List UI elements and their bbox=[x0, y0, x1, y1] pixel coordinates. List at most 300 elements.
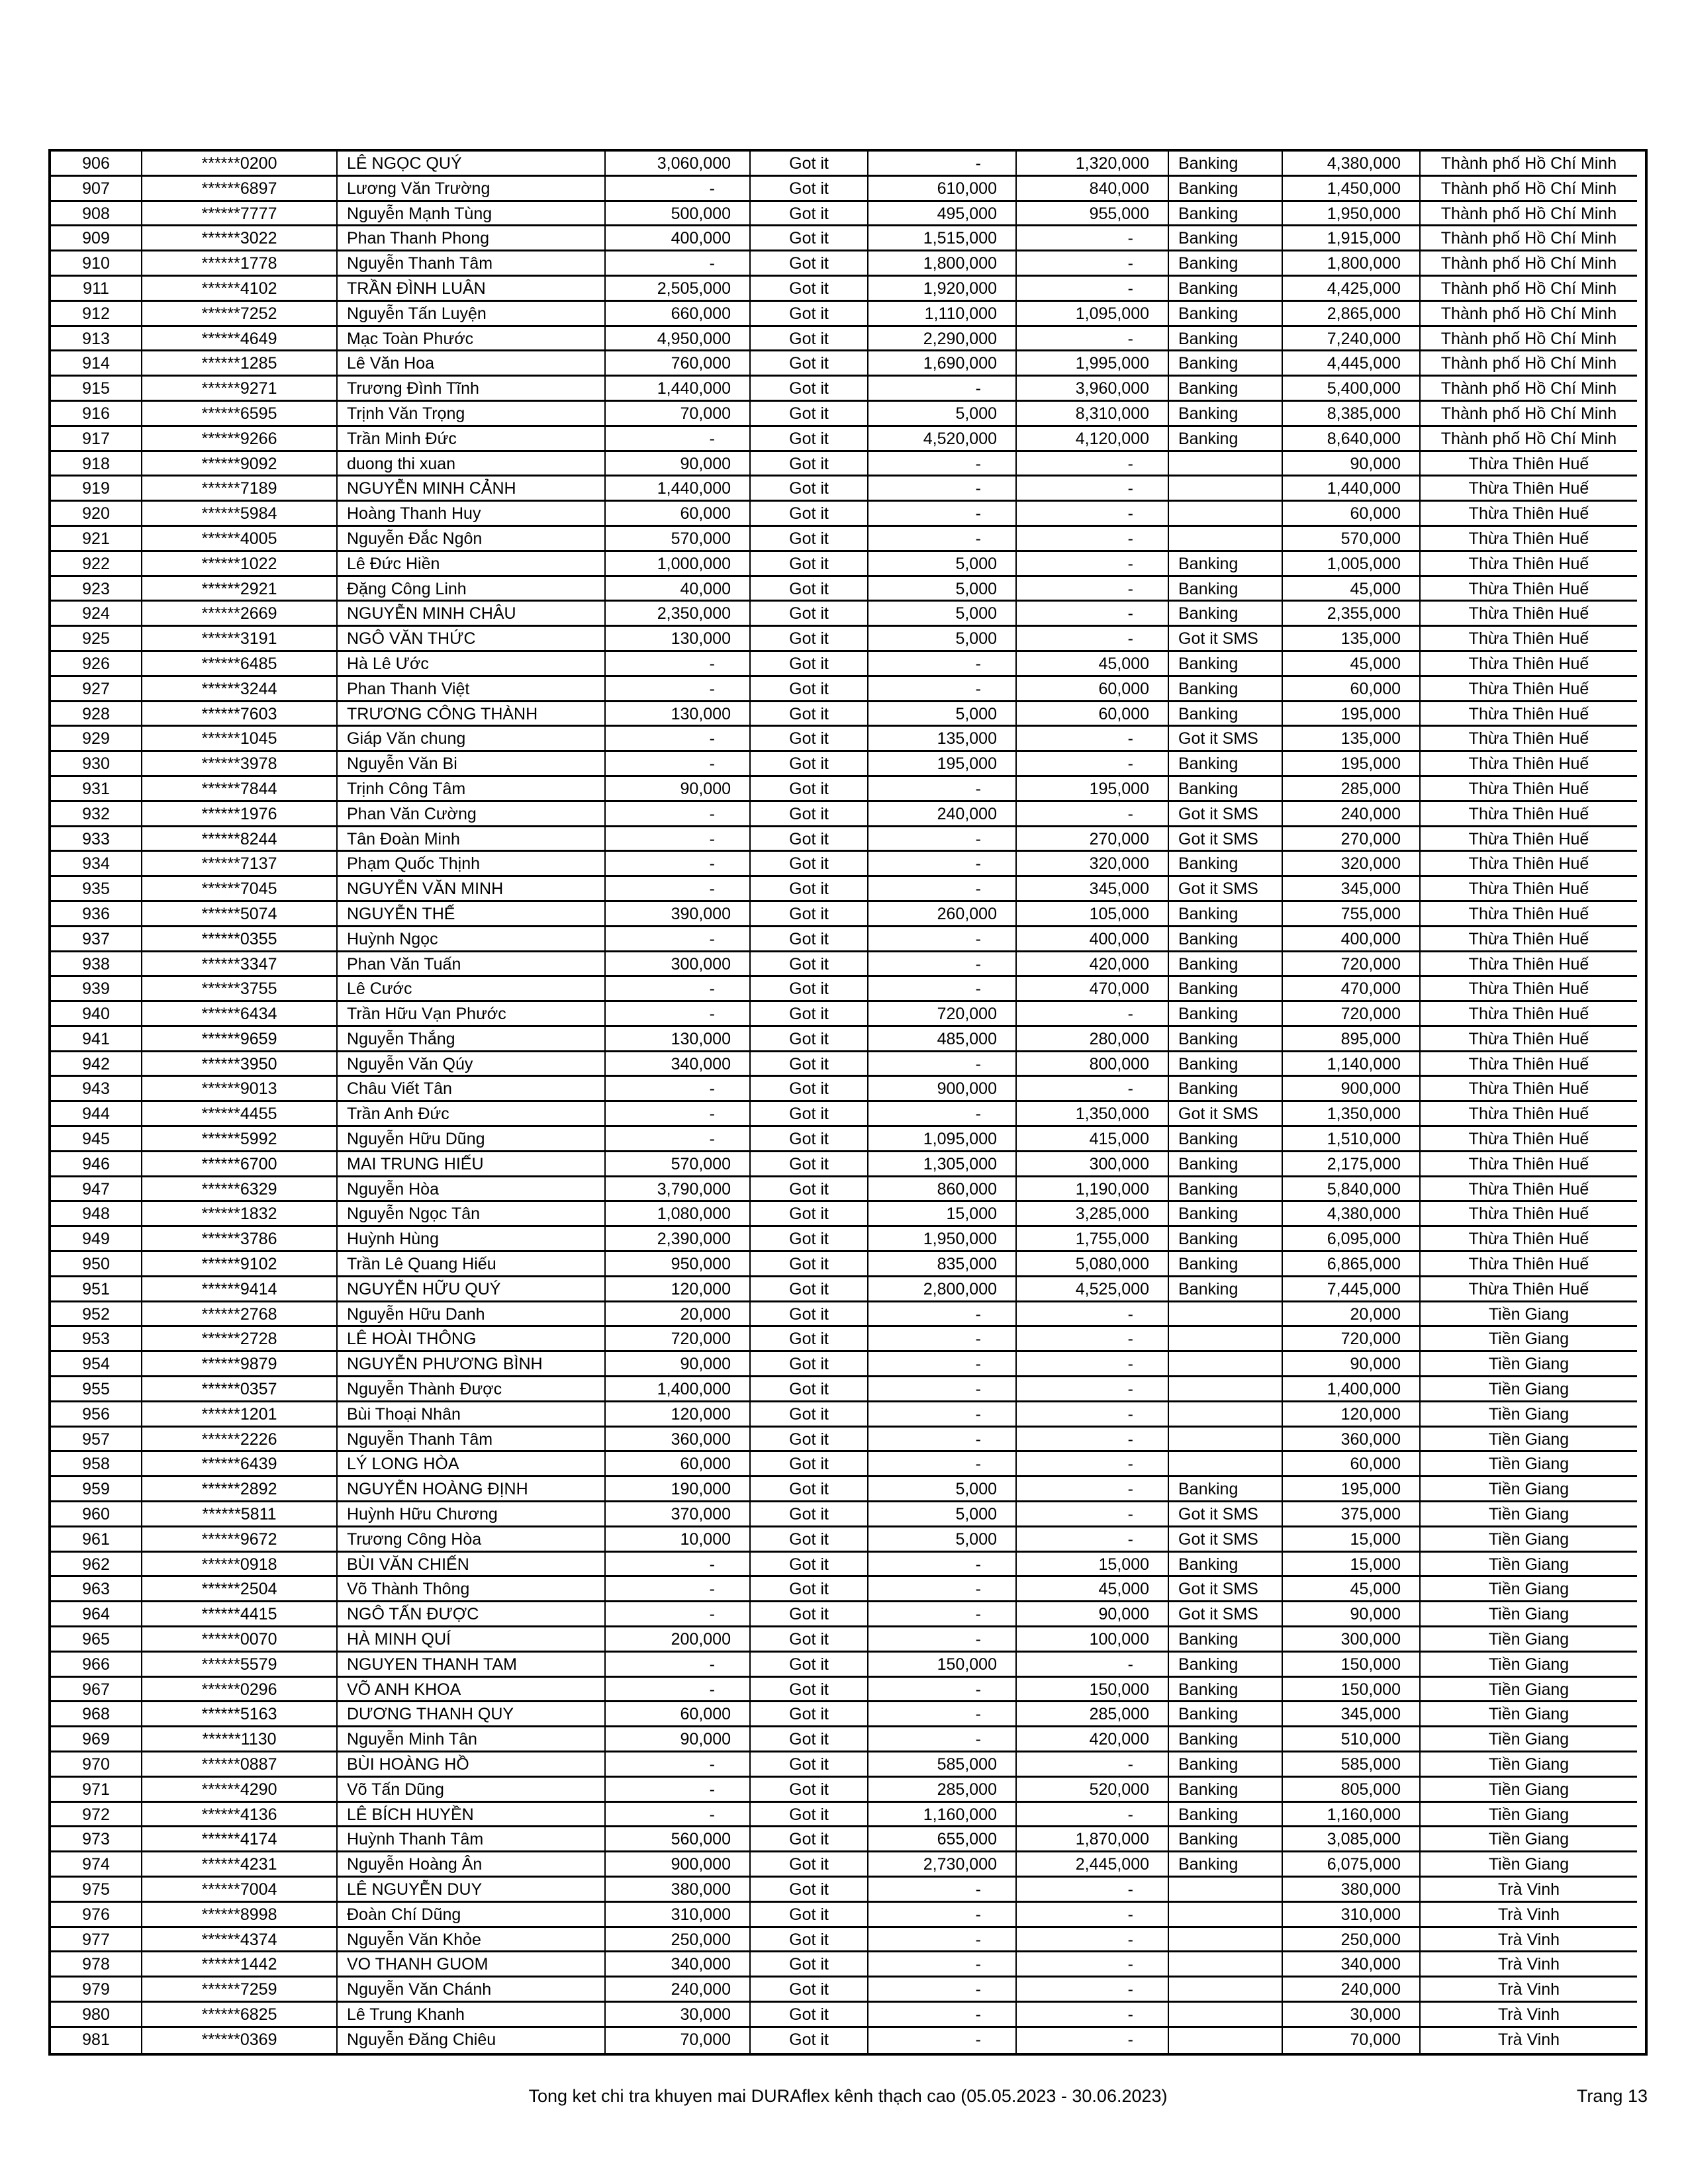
table-row bbox=[51, 1202, 1645, 1227]
cell-name: Phạm Quốc Thịnh bbox=[338, 852, 606, 877]
cell-channel: Got it SMS bbox=[1169, 1577, 1283, 1602]
cell-province: Tiền Giang bbox=[1421, 1402, 1637, 1428]
table-row bbox=[51, 1102, 1645, 1127]
cell-phone: ******7045 bbox=[142, 877, 338, 902]
cell-phone: ******6439 bbox=[142, 1452, 338, 1477]
cell-amount-1: 70,000 bbox=[606, 2028, 751, 2053]
cell-channel: Banking bbox=[1169, 1852, 1283, 1878]
cell-name: Lê Đức Hiền bbox=[338, 552, 606, 577]
cell-total: 360,000 bbox=[1283, 1428, 1421, 1453]
cell-amount-2: 260,000 bbox=[868, 902, 1017, 927]
cell-stt: 941 bbox=[51, 1027, 142, 1052]
cell-channel: Banking bbox=[1169, 852, 1283, 877]
cell-total: 15,000 bbox=[1283, 1553, 1421, 1578]
cell-amount-3: 800,000 bbox=[1017, 1052, 1169, 1077]
cell-province: Thừa Thiên Huế bbox=[1421, 627, 1637, 652]
cell-stt: 968 bbox=[51, 1702, 142, 1727]
cell-stt: 961 bbox=[51, 1527, 142, 1553]
cell-total: 60,000 bbox=[1283, 502, 1421, 527]
table-row bbox=[51, 1627, 1645, 1653]
cell-amount-2: - bbox=[868, 1627, 1017, 1653]
cell-amount-2: - bbox=[868, 452, 1017, 477]
cell-status: Got it bbox=[751, 752, 868, 777]
cell-total: 45,000 bbox=[1283, 577, 1421, 602]
cell-phone: ******4415 bbox=[142, 1602, 338, 1627]
cell-amount-1: - bbox=[606, 727, 751, 752]
cell-amount-2: - bbox=[868, 502, 1017, 527]
cell-stt: 907 bbox=[51, 177, 142, 202]
table-row bbox=[51, 1778, 1645, 1803]
cell-province: Tiền Giang bbox=[1421, 1803, 1637, 1828]
cell-amount-1: - bbox=[606, 427, 751, 452]
cell-phone: ******6329 bbox=[142, 1177, 338, 1203]
table-row bbox=[51, 677, 1645, 702]
cell-name: LÊ BÍCH HUYỀN bbox=[338, 1803, 606, 1828]
cell-amount-2: 835,000 bbox=[868, 1252, 1017, 1277]
cell-amount-3: 3,960,000 bbox=[1017, 377, 1169, 402]
cell-name: Lê Cước bbox=[338, 977, 606, 1002]
cell-stt: 916 bbox=[51, 402, 142, 427]
cell-stt: 944 bbox=[51, 1102, 142, 1127]
table-row bbox=[51, 302, 1645, 327]
cell-stt: 915 bbox=[51, 377, 142, 402]
cell-amount-3: 1,755,000 bbox=[1017, 1227, 1169, 1252]
cell-total: 2,865,000 bbox=[1283, 302, 1421, 327]
table-row bbox=[51, 927, 1645, 952]
cell-province: Tiền Giang bbox=[1421, 1627, 1637, 1653]
cell-channel bbox=[1169, 1952, 1283, 1978]
cell-name: Huỳnh Thanh Tâm bbox=[338, 1827, 606, 1852]
cell-total: 20,000 bbox=[1283, 1302, 1421, 1328]
cell-amount-3: - bbox=[1017, 1952, 1169, 1978]
cell-amount-2: - bbox=[868, 1978, 1017, 2003]
table-row bbox=[51, 1152, 1645, 1177]
cell-stt: 906 bbox=[51, 152, 142, 177]
cell-amount-3: 285,000 bbox=[1017, 1702, 1169, 1727]
cell-amount-3: 280,000 bbox=[1017, 1027, 1169, 1052]
cell-amount-2: 2,290,000 bbox=[868, 327, 1017, 352]
cell-status: Got it bbox=[751, 1878, 868, 1903]
cell-name: HÀ MINH QUÍ bbox=[338, 1627, 606, 1653]
cell-stt: 954 bbox=[51, 1352, 142, 1377]
cell-total: 720,000 bbox=[1283, 1002, 1421, 1027]
cell-status: Got it bbox=[751, 1803, 868, 1828]
cell-phone: ******7603 bbox=[142, 702, 338, 727]
cell-name: DƯƠNG THANH QUY bbox=[338, 1702, 606, 1727]
cell-amount-2: - bbox=[868, 877, 1017, 902]
cell-channel: Banking bbox=[1169, 1727, 1283, 1752]
cell-total: 345,000 bbox=[1283, 877, 1421, 902]
cell-amount-1: 1,080,000 bbox=[606, 1202, 751, 1227]
cell-amount-3: 1,870,000 bbox=[1017, 1827, 1169, 1852]
cell-amount-2: - bbox=[868, 827, 1017, 852]
cell-amount-1: 20,000 bbox=[606, 1302, 751, 1328]
cell-total: 720,000 bbox=[1283, 952, 1421, 978]
cell-channel: Banking bbox=[1169, 1827, 1283, 1852]
cell-amount-1: - bbox=[606, 1077, 751, 1102]
table-row bbox=[51, 802, 1645, 827]
cell-status: Got it bbox=[751, 1778, 868, 1803]
cell-amount-3: - bbox=[1017, 1803, 1169, 1828]
cell-status: Got it bbox=[751, 952, 868, 978]
cell-name: NGUYỄN MINH CHÂU bbox=[338, 602, 606, 627]
table-row bbox=[51, 1002, 1645, 1027]
cell-total: 90,000 bbox=[1283, 452, 1421, 477]
cell-name: Trịnh Văn Trọng bbox=[338, 402, 606, 427]
cell-status: Got it bbox=[751, 577, 868, 602]
cell-phone: ******7844 bbox=[142, 777, 338, 802]
cell-amount-3: 1,995,000 bbox=[1017, 351, 1169, 377]
cell-stt: 928 bbox=[51, 702, 142, 727]
cell-total: 285,000 bbox=[1283, 777, 1421, 802]
cell-channel: Banking bbox=[1169, 1252, 1283, 1277]
cell-status: Got it bbox=[751, 1727, 868, 1752]
cell-phone: ******1976 bbox=[142, 802, 338, 827]
cell-total: 1,140,000 bbox=[1283, 1052, 1421, 1077]
cell-amount-3: - bbox=[1017, 2003, 1169, 2028]
cell-total: 60,000 bbox=[1283, 677, 1421, 702]
cell-amount-2: - bbox=[868, 852, 1017, 877]
cell-channel: Banking bbox=[1169, 152, 1283, 177]
cell-amount-3: - bbox=[1017, 1752, 1169, 1778]
cell-name: NGUYEN THANH TAM bbox=[338, 1653, 606, 1678]
table-row bbox=[51, 752, 1645, 777]
cell-amount-3: 1,320,000 bbox=[1017, 152, 1169, 177]
cell-province: Thừa Thiên Huế bbox=[1421, 1077, 1637, 1102]
cell-stt: 960 bbox=[51, 1502, 142, 1527]
cell-amount-1: 560,000 bbox=[606, 1827, 751, 1852]
cell-phone: ******3786 bbox=[142, 1227, 338, 1252]
cell-phone: ******1778 bbox=[142, 251, 338, 277]
cell-status: Got it bbox=[751, 277, 868, 302]
cell-amount-3: - bbox=[1017, 752, 1169, 777]
cell-amount-3: 1,095,000 bbox=[1017, 302, 1169, 327]
cell-province: Thừa Thiên Huế bbox=[1421, 1127, 1637, 1152]
cell-amount-3: 415,000 bbox=[1017, 1127, 1169, 1152]
cell-amount-1: 570,000 bbox=[606, 1152, 751, 1177]
cell-amount-3: - bbox=[1017, 1377, 1169, 1402]
table-row bbox=[51, 1752, 1645, 1778]
footer-summary: Tong ket chi tra khuyen mai DURAflex kênh thạch cao (05.05.2023 - 30.06.2023) bbox=[528, 2086, 1168, 2106]
cell-total: 8,385,000 bbox=[1283, 402, 1421, 427]
cell-amount-3: 420,000 bbox=[1017, 952, 1169, 978]
cell-status: Got it bbox=[751, 152, 868, 177]
cell-status: Got it bbox=[751, 1852, 868, 1878]
cell-channel bbox=[1169, 1352, 1283, 1377]
cell-province: Trà Vinh bbox=[1421, 1878, 1637, 1903]
cell-total: 805,000 bbox=[1283, 1778, 1421, 1803]
cell-status: Got it bbox=[751, 777, 868, 802]
cell-amount-2: - bbox=[868, 2028, 1017, 2053]
cell-stt: 933 bbox=[51, 827, 142, 852]
cell-amount-2: 135,000 bbox=[868, 727, 1017, 752]
cell-amount-2: - bbox=[868, 1377, 1017, 1402]
table-row bbox=[51, 1277, 1645, 1302]
table-row bbox=[51, 652, 1645, 677]
cell-amount-3: 60,000 bbox=[1017, 677, 1169, 702]
cell-status: Got it bbox=[751, 802, 868, 827]
cell-phone: ******1285 bbox=[142, 351, 338, 377]
cell-status: Got it bbox=[751, 1428, 868, 1453]
cell-phone: ******6595 bbox=[142, 402, 338, 427]
cell-name: MAI TRUNG HIẾU bbox=[338, 1152, 606, 1177]
table-row bbox=[51, 1052, 1645, 1077]
cell-channel: Banking bbox=[1169, 327, 1283, 352]
cell-channel bbox=[1169, 2028, 1283, 2053]
cell-name: Đặng Công Linh bbox=[338, 577, 606, 602]
cell-name: Lê Văn Hoa bbox=[338, 351, 606, 377]
cell-amount-2: 1,950,000 bbox=[868, 1227, 1017, 1252]
cell-status: Got it bbox=[751, 1903, 868, 1928]
cell-amount-2: - bbox=[868, 1678, 1017, 1703]
cell-amount-2: 1,160,000 bbox=[868, 1803, 1017, 1828]
cell-channel: Banking bbox=[1169, 1027, 1283, 1052]
cell-channel bbox=[1169, 452, 1283, 477]
cell-name: Phan Thanh Phong bbox=[338, 226, 606, 251]
cell-phone: ******5992 bbox=[142, 1127, 338, 1152]
cell-channel: Got it SMS bbox=[1169, 1502, 1283, 1527]
cell-amount-1: 4,950,000 bbox=[606, 327, 751, 352]
cell-amount-2: 495,000 bbox=[868, 202, 1017, 227]
cell-name: Nguyễn Thắng bbox=[338, 1027, 606, 1052]
cell-name: LÊ NGUYỄN DUY bbox=[338, 1878, 606, 1903]
table-row bbox=[51, 177, 1645, 202]
cell-status: Got it bbox=[751, 377, 868, 402]
cell-status: Got it bbox=[751, 251, 868, 277]
cell-name: NGUYỄN HỮU QUÝ bbox=[338, 1277, 606, 1302]
cell-phone: ******7259 bbox=[142, 1978, 338, 2003]
cell-status: Got it bbox=[751, 1952, 868, 1978]
cell-province: Thừa Thiên Huế bbox=[1421, 777, 1637, 802]
cell-amount-2: 4,520,000 bbox=[868, 427, 1017, 452]
cell-name: Huỳnh Hùng bbox=[338, 1227, 606, 1252]
cell-amount-1: 130,000 bbox=[606, 627, 751, 652]
cell-channel: Banking bbox=[1169, 752, 1283, 777]
cell-amount-1: 3,790,000 bbox=[606, 1177, 751, 1203]
cell-amount-3: 5,080,000 bbox=[1017, 1252, 1169, 1277]
cell-phone: ******4136 bbox=[142, 1803, 338, 1828]
cell-stt: 946 bbox=[51, 1152, 142, 1177]
cell-total: 900,000 bbox=[1283, 1077, 1421, 1102]
cell-total: 1,510,000 bbox=[1283, 1127, 1421, 1152]
cell-phone: ******4005 bbox=[142, 527, 338, 552]
cell-province: Thành phố Hồ Chí Minh bbox=[1421, 327, 1637, 352]
cell-amount-1: 2,390,000 bbox=[606, 1227, 751, 1252]
cell-amount-3: - bbox=[1017, 1077, 1169, 1102]
cell-amount-3: 470,000 bbox=[1017, 977, 1169, 1002]
cell-amount-3: - bbox=[1017, 452, 1169, 477]
cell-channel: Banking bbox=[1169, 1702, 1283, 1727]
table-row bbox=[51, 577, 1645, 602]
cell-name: Châu Viết Tân bbox=[338, 1077, 606, 1102]
table-row bbox=[51, 1428, 1645, 1453]
cell-amount-1: 60,000 bbox=[606, 502, 751, 527]
cell-total: 7,240,000 bbox=[1283, 327, 1421, 352]
cell-total: 90,000 bbox=[1283, 1602, 1421, 1627]
cell-amount-2: - bbox=[868, 1428, 1017, 1453]
cell-stt: 945 bbox=[51, 1127, 142, 1152]
cell-amount-3: 300,000 bbox=[1017, 1152, 1169, 1177]
table-row bbox=[51, 351, 1645, 377]
cell-total: 270,000 bbox=[1283, 827, 1421, 852]
cell-status: Got it bbox=[751, 1227, 868, 1252]
cell-stt: 937 bbox=[51, 927, 142, 952]
cell-amount-1: 380,000 bbox=[606, 1878, 751, 1903]
cell-amount-1: 40,000 bbox=[606, 577, 751, 602]
cell-stt: 932 bbox=[51, 802, 142, 827]
table-row bbox=[51, 1727, 1645, 1752]
cell-amount-2: 900,000 bbox=[868, 1077, 1017, 1102]
cell-amount-1: 360,000 bbox=[606, 1428, 751, 1453]
table-row bbox=[51, 1527, 1645, 1553]
cell-status: Got it bbox=[751, 977, 868, 1002]
cell-name: Mạc Toàn Phước bbox=[338, 327, 606, 352]
cell-name: Phan Văn Tuấn bbox=[338, 952, 606, 978]
cell-name: TRƯƠNG CÔNG THÀNH bbox=[338, 702, 606, 727]
cell-amount-3: 4,120,000 bbox=[1017, 427, 1169, 452]
cell-province: Thừa Thiên Huế bbox=[1421, 1202, 1637, 1227]
cell-total: 585,000 bbox=[1283, 1752, 1421, 1778]
cell-amount-3: - bbox=[1017, 1502, 1169, 1527]
cell-channel bbox=[1169, 1978, 1283, 2003]
cell-phone: ******7777 bbox=[142, 202, 338, 227]
cell-name: NGÔ VĂN THỨC bbox=[338, 627, 606, 652]
table-row bbox=[51, 1678, 1645, 1703]
cell-amount-2: - bbox=[868, 1052, 1017, 1077]
cell-phone: ******9102 bbox=[142, 1252, 338, 1277]
page-footer bbox=[48, 2086, 1648, 2113]
cell-status: Got it bbox=[751, 1202, 868, 1227]
cell-total: 250,000 bbox=[1283, 1928, 1421, 1953]
cell-province: Thành phố Hồ Chí Minh bbox=[1421, 226, 1637, 251]
cell-amount-1: - bbox=[606, 802, 751, 827]
cell-channel bbox=[1169, 1903, 1283, 1928]
cell-channel: Got it SMS bbox=[1169, 827, 1283, 852]
cell-stt: 919 bbox=[51, 477, 142, 502]
cell-status: Got it bbox=[751, 902, 868, 927]
cell-status: Got it bbox=[751, 1352, 868, 1377]
cell-province: Tiền Giang bbox=[1421, 1302, 1637, 1328]
table-row bbox=[51, 1127, 1645, 1152]
cell-phone: ******4649 bbox=[142, 327, 338, 352]
table-row bbox=[51, 727, 1645, 752]
cell-total: 2,175,000 bbox=[1283, 1152, 1421, 1177]
cell-province: Thừa Thiên Huế bbox=[1421, 952, 1637, 978]
cell-phone: ******5811 bbox=[142, 1502, 338, 1527]
cell-amount-2: 720,000 bbox=[868, 1002, 1017, 1027]
cell-amount-3: - bbox=[1017, 1477, 1169, 1502]
cell-amount-1: 90,000 bbox=[606, 1727, 751, 1752]
cell-amount-3: 420,000 bbox=[1017, 1727, 1169, 1752]
cell-channel bbox=[1169, 1878, 1283, 1903]
cell-phone: ******2226 bbox=[142, 1428, 338, 1453]
table-row bbox=[51, 902, 1645, 927]
cell-channel: Banking bbox=[1169, 927, 1283, 952]
cell-province: Thành phố Hồ Chí Minh bbox=[1421, 402, 1637, 427]
cell-phone: ******1442 bbox=[142, 1952, 338, 1978]
cell-stt: 972 bbox=[51, 1803, 142, 1828]
cell-amount-2: - bbox=[868, 1903, 1017, 1928]
cell-name: Phan Văn Cường bbox=[338, 802, 606, 827]
cell-channel: Banking bbox=[1169, 1077, 1283, 1102]
cell-amount-3: 3,285,000 bbox=[1017, 1202, 1169, 1227]
cell-channel: Banking bbox=[1169, 577, 1283, 602]
cell-channel bbox=[1169, 1452, 1283, 1477]
cell-phone: ******6897 bbox=[142, 177, 338, 202]
cell-total: 470,000 bbox=[1283, 977, 1421, 1002]
cell-amount-2: - bbox=[868, 152, 1017, 177]
cell-name: Nguyễn Văn Chánh bbox=[338, 1978, 606, 2003]
cell-total: 510,000 bbox=[1283, 1727, 1421, 1752]
cell-stt: 965 bbox=[51, 1627, 142, 1653]
cell-province: Trà Vinh bbox=[1421, 1978, 1637, 2003]
cell-amount-3: 45,000 bbox=[1017, 652, 1169, 677]
cell-amount-3: 8,310,000 bbox=[1017, 402, 1169, 427]
cell-province: Tiền Giang bbox=[1421, 1702, 1637, 1727]
cell-name: Nguyễn Văn Bi bbox=[338, 752, 606, 777]
cell-status: Got it bbox=[751, 1653, 868, 1678]
cell-stt: 939 bbox=[51, 977, 142, 1002]
cell-phone: ******2669 bbox=[142, 602, 338, 627]
cell-status: Got it bbox=[751, 1402, 868, 1428]
cell-amount-1: - bbox=[606, 177, 751, 202]
cell-amount-2: - bbox=[868, 1928, 1017, 1953]
cell-phone: ******6485 bbox=[142, 652, 338, 677]
cell-phone: ******3978 bbox=[142, 752, 338, 777]
cell-total: 5,400,000 bbox=[1283, 377, 1421, 402]
cell-stt: 929 bbox=[51, 727, 142, 752]
cell-amount-2: - bbox=[868, 927, 1017, 952]
cell-stt: 925 bbox=[51, 627, 142, 652]
cell-amount-2: 5,000 bbox=[868, 402, 1017, 427]
cell-amount-2: 195,000 bbox=[868, 752, 1017, 777]
cell-channel: Banking bbox=[1169, 1477, 1283, 1502]
footer-page-number: Trang 13 bbox=[1576, 2086, 1648, 2106]
cell-total: 70,000 bbox=[1283, 2028, 1421, 2053]
cell-province: Thừa Thiên Huế bbox=[1421, 1152, 1637, 1177]
cell-amount-1: 130,000 bbox=[606, 702, 751, 727]
cell-name: LÊ NGỌC QUÝ bbox=[338, 152, 606, 177]
cell-total: 135,000 bbox=[1283, 727, 1421, 752]
cell-amount-2: 5,000 bbox=[868, 1502, 1017, 1527]
cell-stt: 969 bbox=[51, 1727, 142, 1752]
table-row bbox=[51, 777, 1645, 802]
cell-phone: ******4455 bbox=[142, 1102, 338, 1127]
cell-channel bbox=[1169, 477, 1283, 502]
cell-amount-3: 270,000 bbox=[1017, 827, 1169, 852]
cell-channel bbox=[1169, 1302, 1283, 1328]
table-row bbox=[51, 602, 1645, 627]
cell-channel: Banking bbox=[1169, 1678, 1283, 1703]
cell-phone: ******6825 bbox=[142, 2003, 338, 2028]
cell-stt: 923 bbox=[51, 577, 142, 602]
cell-province: Thành phố Hồ Chí Minh bbox=[1421, 302, 1637, 327]
cell-phone: ******0887 bbox=[142, 1752, 338, 1778]
cell-total: 1,450,000 bbox=[1283, 177, 1421, 202]
cell-stt: 910 bbox=[51, 251, 142, 277]
cell-amount-1: 250,000 bbox=[606, 1928, 751, 1953]
cell-amount-2: 285,000 bbox=[868, 1778, 1017, 1803]
cell-name: BÙI HOÀNG HỒ bbox=[338, 1752, 606, 1778]
cell-amount-3: 150,000 bbox=[1017, 1678, 1169, 1703]
cell-amount-1: 90,000 bbox=[606, 777, 751, 802]
cell-amount-3: - bbox=[1017, 1402, 1169, 1428]
cell-status: Got it bbox=[751, 1002, 868, 1027]
cell-stt: 909 bbox=[51, 226, 142, 251]
cell-amount-1: 120,000 bbox=[606, 1277, 751, 1302]
table-row bbox=[51, 1327, 1645, 1352]
table-row bbox=[51, 527, 1645, 552]
